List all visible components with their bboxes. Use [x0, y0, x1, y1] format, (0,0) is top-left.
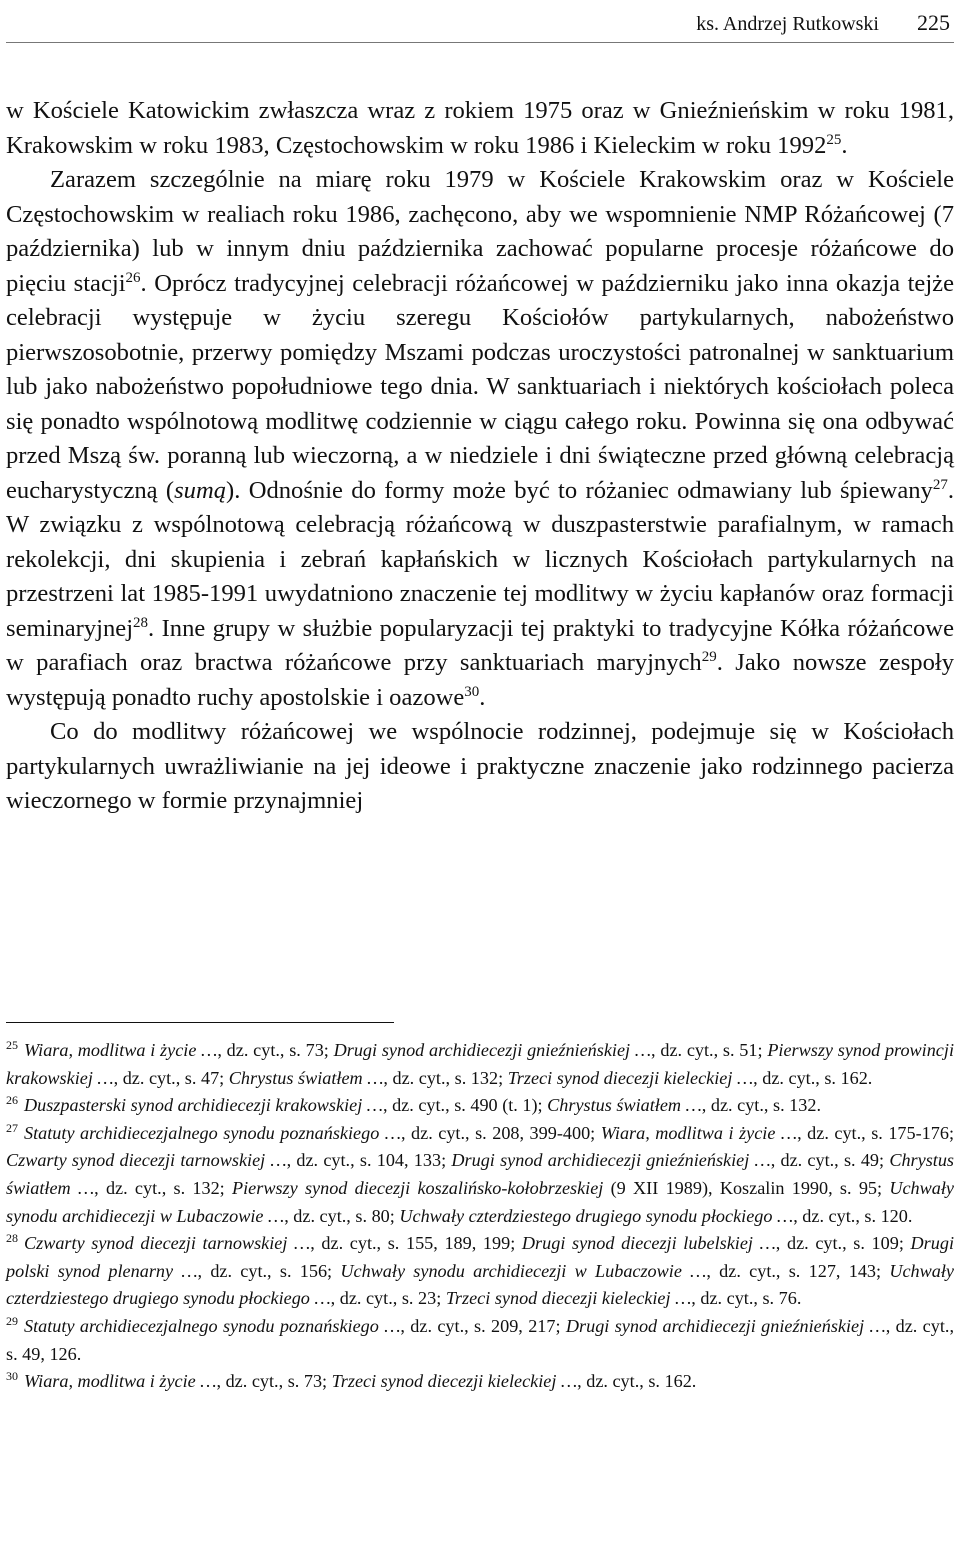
footnote-citation-title: Statuty archidiecezjalnego synodu poznańskiego …: [24, 1122, 401, 1143]
footnotes: [6, 1037, 954, 1396]
footnote-25: [6, 1037, 954, 1092]
page-number: 225: [917, 10, 950, 35]
footnote-27: [6, 1120, 954, 1230]
text-run: Zarazem szczególnie na miarę roku 1979 w Kościele Krakowskim oraz w Kościele Częstochowskim w realiach roku 1986, zachęcono, aby we wspomnienie NMP Różańcowej (7 października) lub w innym dniu października zachować popularne procesje różańcowe do pięciu stacji: [6, 166, 954, 297]
footnote-ref-25: 25: [826, 131, 842, 148]
footnote-citation-title: Wiara, modlitwa i życie …: [600, 1122, 798, 1143]
footnote-citation-text: , dz. cyt., s. 104, 133;: [286, 1150, 452, 1171]
footnote-citation-text: , dz. cyt., s. 23;: [330, 1288, 446, 1309]
footnote-citation-title: Trzeci synod diecezji kieleckiej …: [331, 1371, 578, 1392]
footnote-citation-title: Trzeci synod diecezji kieleckiej …: [445, 1288, 692, 1309]
italic-term: sumą: [174, 476, 227, 504]
footnote-citation-text: , dz. cyt., s. 209, 217;: [400, 1315, 566, 1336]
footnote-number: 28: [6, 1231, 18, 1246]
text-run: . Oprócz tradycyjnej celebracji różańcowej w październiku jako inna okazja tejże celebracji występuje w życiu szeregu Kościołów partykularnych, nabożeństwo pierwszosobotnie, przerwy pomiędzy Mszami podczas uroczystości patronalnej w sanktuarium lub jako nabożeństwo popołudniowe tego dnia. W sanktuariach i niektórych kościołach poleca się ponadto wspólnotową modlitwę codziennie w ciągu całego roku. Powinna się ona odbywać przed Mszą św. poranną lub wieczorną, a w niedziele i dni świąteczne przed główną celebracją eucharystyczną (: [6, 269, 954, 504]
footnote-citation-text: , dz. cyt., s. 175-176;: [797, 1122, 955, 1143]
footnote-citation-text: , dz. cyt., s. 80;: [284, 1205, 400, 1226]
footnote-citation-text: , dz. cyt., s. 132;: [383, 1067, 508, 1088]
footnote-number: 25: [6, 1037, 18, 1052]
footnote-citation-title: Pierwszy synod diecezji koszalińsko-kołobrzeskiej: [232, 1177, 604, 1198]
footnote-28: [6, 1230, 954, 1313]
footnote-citation-text: , dz. cyt., s. 49, 126.: [6, 1315, 954, 1364]
footnote-citation-title: Drugi synod archidiecezji gnieźnieńskiej …: [333, 1040, 652, 1060]
footnote-citation-text: , dz. cyt., s. 132.: [701, 1095, 821, 1116]
footnote-citation-text: , dz. cyt., s. 120.: [793, 1205, 913, 1226]
footnote-citation-title: Uchwały synodu archidiecezji w Lubaczowie …: [340, 1260, 707, 1281]
footnote-citation-text: , dz. cyt., s. 156;: [197, 1260, 341, 1281]
footnote-citation-text: , dz. cyt., s. 73;: [217, 1040, 334, 1060]
footnote-separator: [6, 1022, 394, 1023]
running-header: [6, 8, 950, 38]
footnote-citation-title: Czwarty synod diecezji tarnowskiej …: [6, 1150, 287, 1171]
footnote-citation-text: , dz. cyt., s. 109;: [775, 1233, 911, 1254]
footnote-citation-title: Chrystus światłem …: [6, 1150, 954, 1198]
text-run: .: [479, 683, 486, 711]
footnote-citation-title: Drugi synod diecezji lubelskiej …: [521, 1233, 776, 1254]
footnote-citation-text: , dz. cyt., s. 47;: [113, 1067, 229, 1088]
footnote-citation-text: , dz. cyt., s. 73;: [216, 1371, 332, 1392]
paragraph-3: [6, 715, 954, 819]
footnote-number: 27: [6, 1120, 18, 1135]
footnote-citation-title: Uchwały czterdziestego drugiego synodu płockiego …: [6, 1260, 954, 1309]
text-run: ). Odnośnie do formy może być to różaniec odmawiany lub śpiewany: [226, 476, 933, 504]
footnote-ref-26: 26: [125, 269, 141, 286]
footnote-number: 26: [6, 1093, 18, 1108]
footnote-ref-27: 27: [932, 476, 948, 493]
header-author: ks. Andrzej Rutkowski: [696, 13, 879, 35]
footnote-citation-text: , dz. cyt., s. 162.: [577, 1371, 697, 1392]
main-text: [6, 94, 954, 819]
footnote-citation-title: Pierwszy synod prowincji krakowskiej …: [6, 1040, 954, 1088]
footnote-number: 29: [6, 1313, 18, 1328]
text-run: Co do modlitwy różańcowej we wspólnocie rodzinnej, podejmuje się w Kościołach partykularnych uwrażliwianie na jej ideowe i praktyczne znaczenie jako rodzinnego pacierza wieczornego w formie przynajmniej: [6, 718, 954, 814]
footnote-citation-title: Drugi polski synod plenarny …: [6, 1233, 954, 1281]
footnote-citation-text: , dz. cyt., s. 155, 189, 199;: [310, 1233, 522, 1254]
footnote-citation-title: Uchwały synodu archidiecezji w Lubaczowie …: [6, 1177, 954, 1226]
footnote-citation-text: , dz. cyt., s. 127, 143;: [706, 1260, 890, 1281]
text-run: w Kościele Katowickim zwłaszcza wraz z rokiem 1975 oraz w Gnieźnieńskim w roku 1981, Krakowskim w roku 1983, Częstochowskim w roku 1986 i Kieleckim w roku 1992: [6, 97, 954, 159]
footnote-citation-text: (9 XII 1989), Koszalin 1990, s. 95;: [603, 1177, 890, 1198]
footnote-citation-text: , dz. cyt., s. 490 (t. 1);: [382, 1095, 548, 1116]
footnote-citation-title: Czwarty synod diecezji tarnowskiej …: [24, 1233, 311, 1254]
footnote-citation-title: Wiara, modlitwa i życie …: [24, 1040, 218, 1060]
footnote-citation-text: , dz. cyt., s. 76.: [691, 1288, 802, 1309]
paragraph-1: [6, 94, 954, 163]
footnote-citation-text: , dz. cyt., s. 51;: [651, 1040, 768, 1060]
footnote-29: [6, 1313, 954, 1368]
footnote-citation-title: Duszpasterski synod archidiecezji krakowskiej …: [24, 1095, 383, 1116]
footnote-citation-title: Uchwały czterdziestego drugiego synodu płockiego …: [399, 1205, 794, 1226]
footnote-citation-title: Trzeci synod diecezji kieleckiej …: [507, 1067, 754, 1088]
paragraph-2: [6, 163, 954, 715]
text-run: . Inne grupy w służbie popularyzacji tej praktyki to tradycyjne Kółka różańcowe w parafiach oraz bractwa różańcowe przy sanktuariach maryjnych: [6, 614, 954, 676]
footnote-citation-text: , dz. cyt., s. 49;: [770, 1150, 890, 1171]
footnote-citation-title: Chrystus światłem …: [228, 1067, 384, 1088]
footnote-ref-29: 29: [701, 648, 717, 665]
footnote-number: 30: [6, 1369, 18, 1384]
footnote-citation-title: Chrystus światłem …: [547, 1095, 702, 1116]
footnote-26: [6, 1092, 954, 1120]
footnote-citation-title: Drugi synod archidiecezji gnieźnieńskiej …: [565, 1315, 886, 1336]
text-run: . W związku z wspólnotową celebracją różańcową w duszpasterstwie parafialnym, w ramach rekolekcji, dni skupienia i zebrań kapłańskich w licznych Kościołach partykularnych na przestrzeni lat 1985-1991 uwydatniono znaczenie tej modlitwy w życiu kapłanów oraz formacji seminaryjnej: [6, 476, 954, 642]
footnote-citation-title: Drugi synod archidiecezji gnieźnieńskiej …: [451, 1150, 771, 1171]
text-run: .: [841, 131, 848, 159]
footnote-ref-28: 28: [133, 614, 149, 631]
text-run: . Jako nowsze zespoły występują ponadto ruchy apostolskie i oazowe: [6, 649, 954, 711]
footnote-ref-30: 30: [464, 683, 480, 700]
footnote-citation-text: , dz. cyt., s. 162.: [753, 1067, 873, 1088]
footnote-citation-text: , dz. cyt., s. 132;: [94, 1177, 233, 1198]
header-rule: [6, 42, 954, 43]
footnote-citation-title: Wiara, modlitwa i życie …: [24, 1371, 217, 1392]
footnote-citation-title: Statuty archidiecezjalnego synodu poznańskiego …: [24, 1315, 401, 1336]
footnote-30: [6, 1368, 954, 1396]
footnote-citation-text: , dz. cyt., s. 208, 399-400;: [400, 1122, 601, 1143]
